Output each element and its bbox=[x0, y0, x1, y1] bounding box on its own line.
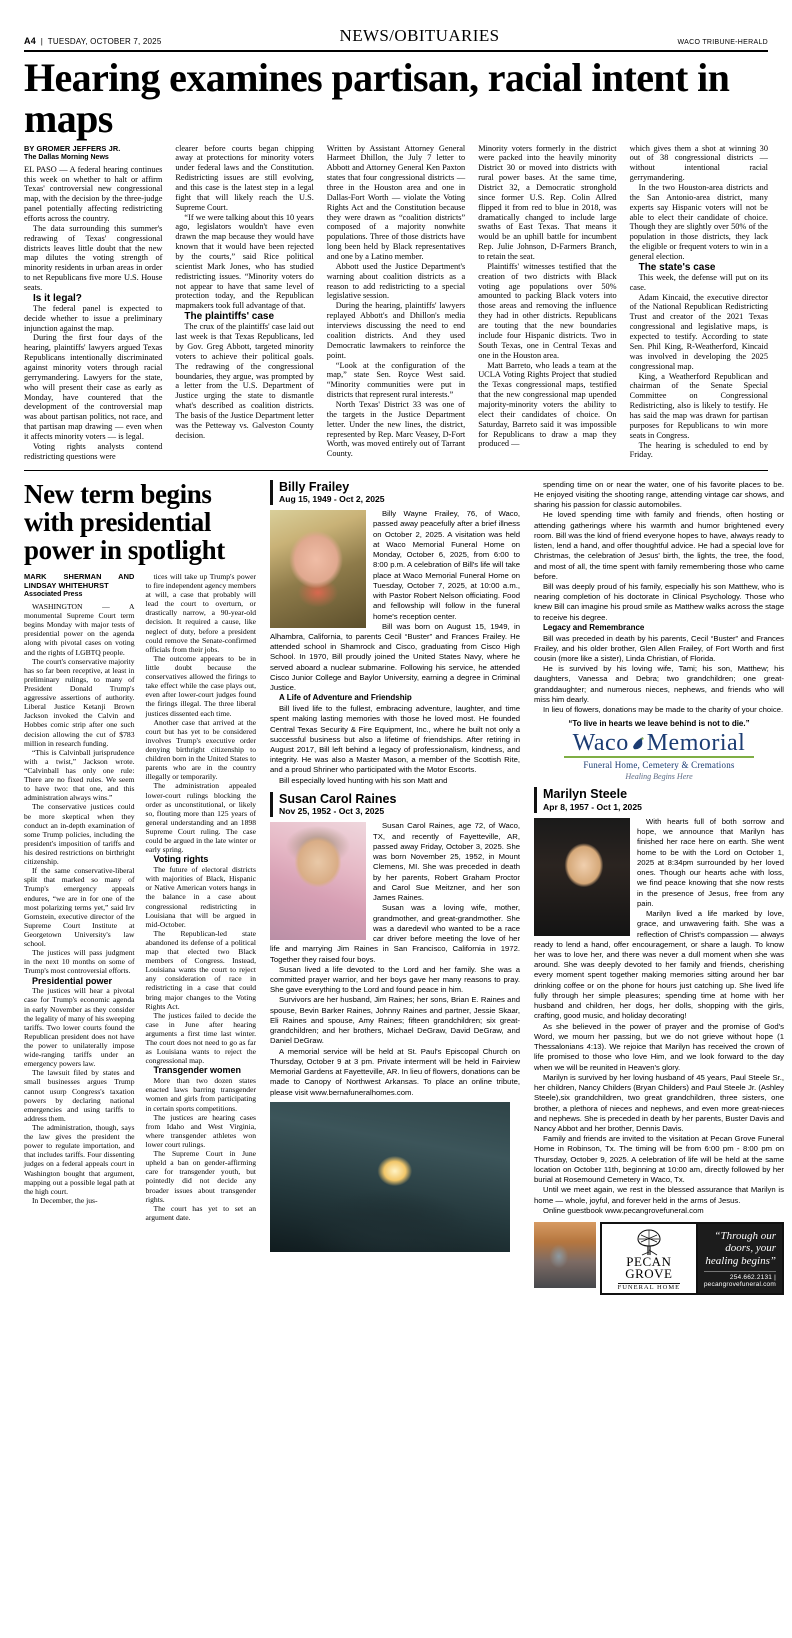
obit-header bbox=[534, 787, 784, 813]
ad-box bbox=[600, 1222, 784, 1295]
story2-headline: New term begins with presidential power in spotlight bbox=[24, 478, 225, 565]
story2-byline-name: MARK SHERMAN AND LINDSAY WHITEHURST bbox=[24, 571, 135, 590]
paragraph: In lieu of flowers, donations may be made to the charity of your choice. bbox=[543, 705, 784, 715]
paragraph: Bill especially loved hunting with his son Matt and bbox=[279, 775, 448, 785]
obituary-marilyn-steele[interactable] bbox=[534, 787, 784, 1216]
masthead-rule bbox=[24, 50, 768, 52]
paragraph: The justices are hearing cases from Idaho and West Virginia, where transgender athletes won lower court rulings. bbox=[145, 1112, 256, 1150]
obit-subhead-legacy: Legacy and Remembrance bbox=[543, 622, 645, 632]
paragraph: King, a Weatherford Republican and chairman of the Senate Special Committee on Congressional Redistricting, also is likely to testify. He has said the map was drawn for partisan purposes for Republicans to win more seats in Congress. bbox=[629, 371, 768, 440]
paragraph: spending time on or near the water, one of his favorite places to be. He enjoyed visiting the shooting range, attending vintage car shows, and sharing his passion for classic automobiles. bbox=[534, 479, 784, 510]
paragraph: This week, the defense will put on its case. bbox=[629, 272, 768, 292]
paragraph: If the same conservative-liberal split that marked so many of Trump's emergency appeals endures, “we are in for one of the most polarizing terms yet,” said Irv Gornstein, executive director of the Supreme Court Institute at Georgetown University's law school. bbox=[24, 866, 135, 949]
paragraph: Adam Kincaid, the executive director of the National Republican Redistricting Trust and creator of the 2021 Texas congressional and legislative maps, is expected to testify. According to state Sen. Phil King, R-Weatherford, Kincaid was involved in developing the 2025 congressional map. bbox=[629, 292, 768, 371]
paragraph: Billy Wayne Frailey, 76, of Waco, passed away peacefully after a brief illness on October 2, 2025. A visitation was held at Waco Memorial Funeral Home on Monday, October 6, 2025, from 6:00 to 8:00 p.m. A celebration of Bill's life will take place at Waco Memorial Funeral Home on Tuesday, October 7, 2025, at 10:00 a.m., with Pastor Robert Nelson officiating. Food and fellowship will follow in the funeral home's reception center. bbox=[373, 509, 520, 621]
obit-body bbox=[270, 821, 520, 1097]
story1-column-4 bbox=[478, 144, 616, 462]
obituary-column-left bbox=[270, 480, 520, 1295]
paragraph: clearer before courts began chipping away at protections for minority voters under federal laws and the Constitution. Redistricting issues are still evolving, and this case is the latest step in a legal fight that will likely reach the U.S. Supreme Court. bbox=[175, 143, 314, 212]
paragraph: Bill was preceded in death by his parents, Cecil “Buster” and Frances Frailey, and his older brother, Glen Allen Frailey, of Fort Worth and first cousin (more like a sister), Linda Christian, of Florida. bbox=[534, 633, 784, 664]
paragraph: Until we meet again, we rest in the blessed assurance that Marilyn is home — whole, joyful, and forever held in the arms of Jesus. bbox=[534, 1185, 784, 1205]
ad-contact[interactable] bbox=[704, 1271, 776, 1288]
story1-columns bbox=[24, 144, 768, 462]
ad-brand-sub: FUNERAL HOME bbox=[617, 1283, 681, 1291]
ad-quote: “Through our doors, your healing begins” bbox=[705, 1229, 776, 1267]
ad-brand-name bbox=[618, 1256, 681, 1291]
obit-subhead-adventure: A Life of Adventure and Friendship bbox=[279, 693, 412, 703]
story1-byline-org: The Dallas Morning News bbox=[24, 153, 109, 161]
story2-column-2 bbox=[146, 572, 257, 1222]
paragraph: Matt Barreto, who leads a team at the UCLA Voting Rights Project that studied the Texas congressional maps, testified that the new congressional map upended majority-minority voters the ability to elect their candidates of choice. On Saturday, Barreto said it was impossible for Republicans to draw a map they produced — bbox=[478, 360, 617, 449]
story1-column-1 bbox=[24, 144, 162, 462]
obit-name: Susan Carol Raines bbox=[279, 791, 397, 806]
paragraph: The data surrounding this summer's redrawing of Texas' congressional districts leaves little doubt that the new map dilutes the voting strength of minority residents in urban areas in order to net Republicans five more U.S. House seats. bbox=[24, 223, 163, 293]
paragraph: Bill was born on August 15, 1949, in Alhambra, California, to parents Cecil “Buster” and Frances Frailey. He attended school in Shamrock and Cisco, graduating from Cisco High School. In 1970, Bill proudly joined the United States Navy, where he served aboard a nuclear submarine. Following his service, he attended Cisco Junior College and Baylor University, earning a degree in Criminal Justice. bbox=[270, 621, 520, 693]
obit-dates: Aug 15, 1949 - Oct 2, 2025 bbox=[279, 494, 385, 505]
waco-memorial-underline bbox=[564, 756, 754, 758]
paragraph: Marilyn is survived by her loving husband of 45 years, Paul Steele Sr., her children, Nancy Childers (Bryan Childers) and Paul Steele Jr. (Ashley Steele),six grandchildren, two great grandchildren, three sisters, one brother, a plethora of nieces and nephews, and even more great-nieces and nephews. She is preceded in death by her parents, Buster Davis and Nancy Abbot and her brother, Dennis Davis. bbox=[534, 1072, 784, 1133]
obit-quote: “To live in hearts we leave behind is not to die.” bbox=[568, 719, 750, 729]
ad-website[interactable]: pecangrovefuneral.com bbox=[703, 1280, 776, 1288]
masthead bbox=[24, 28, 768, 46]
paragraph: Susan lived a life devoted to the Lord and her family. She was a committed prayer warrior, and her boys gave her many reasons to pray. She gave everything to the Lord and found peace in him. bbox=[270, 964, 520, 995]
story2-subhead-presidential-power: Presidential power bbox=[32, 975, 113, 986]
paragraph: The court's conservative majority has so far been receptive, at least in preliminary rulings, to many of President Donald Trump's aggressive assertions of authority. Liberal Justice Ketanji Brown Jackson invoked the Calvin and Hobbes comic strip after one such decision allowing the cut of $783 million in research funding. bbox=[24, 656, 135, 748]
paragraph: A memorial service will be held at St. Paul's Episcopal Church on Thursday, October 9 at 3 pm. Private interment will be held in Fairview Memorial Gardens at Fayetteville, AR. In lieu of flowers, donations can be made to Canopy of Northwest Arkansas. To place an online tribute, please visit www.bernafuneralhomes.com. bbox=[270, 1046, 520, 1097]
obituary-column-right bbox=[534, 480, 784, 1295]
story1-headline: Hearing examines partisan, racial intent in maps bbox=[24, 55, 730, 141]
paragraph: tices will take up Trump's power to fire independent agency members at will, a case that probably will lead the court to overturn, or drastically narrow, a 90-year-old decision. It required a cause, like neglect of duty, before a president could remove the Senate-confirmed officials from their jobs. bbox=[145, 571, 256, 654]
paper-name: WACO TRIBUNE-HERALD bbox=[677, 39, 768, 46]
paragraph: In December, the jus- bbox=[32, 1195, 98, 1205]
paragraph: “Look at the configuration of the map,” state Sen. Royce West said. “Minority communities were put in districts that represent rural interests.” bbox=[326, 360, 466, 400]
paragraph: The Republican-led state abandoned its defense of a political map that elected two Black members of Congress. Instead, Louisiana wants the court to reject any consideration of race in redistricting in a case that could bring major changes to the Voting Rights Act. bbox=[145, 928, 256, 1011]
obit-photo-billy-frailey bbox=[270, 510, 366, 628]
paragraph: The outcome appears to be in little doubt because the conservatives allowed the firings to take effect while the case plays out, even after lower-court judges found the firings illegal. The three liberal justices dissented each time. bbox=[145, 653, 256, 718]
story2-subhead-voting-rights: Voting rights bbox=[153, 854, 209, 865]
paragraph: Another case that arrived at the court but has yet to be considered involves Trump's executive order denying birthright citizenship to children born in the United States to parents who are in the country illegally or temporarily. bbox=[145, 717, 256, 782]
waco-memorial-word2: Memorial bbox=[646, 730, 746, 757]
paragraph: North Texas' District 33 was one of the targets in the Justice Department letter. Under the new lines, the district, represented by Rep. Marc Veasey, D-Fort Worth, was moved entirely out of Tarrant County. bbox=[326, 399, 466, 459]
paragraph: The administration, though, says the law gives the president the power to regulate importation, and that includes tariffs. Four dissenting judges on a federal appeals court in Washington bought that argument, mapping out a possible legal path at the high court. bbox=[24, 1122, 135, 1196]
paragraph: The justices will hear a pivotal case for Trump's economic agenda in early November as they consider the legality of many of his sweeping tariffs. Two lower courts found the Republican president does not have the power to unilaterally impose wide-ranging tariffs under an emergency powers law. bbox=[24, 986, 135, 1069]
paragraph: Family and friends are invited to the visitation at Pecan Grove Funeral Home in Robinson, Tx. The timing will be from 6:00 pm - 8:00 pm on Thursday, October 9, 2025. A celebration of life will be held at the same location on October 11th, beginning at 10:00 am, directly followed by her burial at Rosemound Cemetery in Waco, Tx. bbox=[534, 1134, 784, 1185]
paragraph: The federal panel is expected to decide whether to issue a preliminary injunction against the map. bbox=[24, 303, 163, 333]
story1-column-2 bbox=[175, 144, 313, 462]
paragraph: Susan Carol Raines, age 72, of Waco, TX, and recently of Fayetteville, AR, passed away Friday, October 3, 2025. She was born November 25, 1952, in Mount Clemens, MI. She was preceded in death by her parents, Robert Graham Proctor and Carol Sue Meitzner, and her son James Raines. bbox=[373, 821, 520, 903]
story2-byline-org: Associated Press bbox=[24, 590, 83, 598]
paragraph: He loved spending time with family and friends, often hosting or attending gatherings where his warmth and humor brightened every room. Bill was the kind of friend everyone hopes to have, always ready to listen, lend a hand, and offer thoughtful advice. He had a special love for Christmas, the celebration of Jesus' birth, the lights, the tree, the food, and most of all, the time spent with family remembering those who came before. bbox=[534, 510, 784, 581]
obit-header bbox=[270, 792, 520, 818]
ad-phone[interactable]: 254.662.2131 bbox=[729, 1273, 773, 1281]
waco-memorial-word1: Waco bbox=[572, 730, 629, 757]
waco-memorial-tagline: Healing Begins Here bbox=[625, 772, 693, 782]
page-number: A4 bbox=[24, 36, 36, 46]
paragraph: The Supreme Court in June upheld a ban on gender-affirming care for transgender youth, but pointedly did not decide any broader issues about transgender rights. bbox=[145, 1149, 256, 1204]
obit-body bbox=[534, 817, 784, 1216]
pecan-grove-advertisement[interactable] bbox=[534, 1222, 784, 1295]
paragraph: He is survived by his loving wife, Tami; his son, Matthew; his daughters, Vanessa and Debra; two grandchildren; one great-granddaughter; and numerous nieces, nephews, and friends who will miss him dearly. bbox=[534, 664, 784, 704]
ad-separator: | bbox=[774, 1273, 776, 1281]
ad-brand-line1: PECAN bbox=[626, 1254, 672, 1270]
story1-column-5 bbox=[630, 144, 768, 462]
paragraph: Plaintiffs' witnesses testified that the creation of two districts with Black voting age populations over 50% amounted to packing Black voters into those areas and removing the influence they had in other districts. Republicans are touting that the new boundaries include four Hispanic districts. Two in South Texas, one in Central Texas and one in the Houston area. bbox=[478, 261, 617, 360]
paragraph: The justices will pass judgment in the next 10 months on some of Trump's most controversial efforts. bbox=[24, 948, 135, 976]
ad-nature-photo bbox=[534, 1222, 596, 1288]
obit-name: Marilyn Steele bbox=[543, 787, 628, 802]
paragraph: The hearing is scheduled to end by Friday. bbox=[629, 440, 768, 460]
paragraph: During the hearing, plaintiffs' lawyers replayed Abbott's and Dhillon's media interviews discussing the need to end coalition districts. And they used Democratic lawmakers to reinforce the point. bbox=[326, 301, 466, 360]
waco-memorial-wordmark bbox=[534, 731, 784, 755]
paragraph: Bill lived life to the fullest, embracing adventure, laughter, and time spent making lasting memories with those he loved most. He founded Central Texas Security & Fire Equipment, Inc., where he built not only a successful business but also a lifetime of friendships. After retiring in August 2017, Bill left behind a legacy of professionalism, kindness, and integrity. He was also a Master Mason, a member of the Scottish Rite, and a proud Shriner who participated with the Motor Escorts. bbox=[270, 704, 520, 775]
paragraph: Voting rights analysts contend redistricting questions were bbox=[24, 441, 163, 461]
paragraph: “This is Calvinball jurisprudence with a twist,” Jackson wrote. “Calvinball has only one rule: There are no fixed rules. We seem to have two: that one, and this administration always wins.” bbox=[24, 747, 135, 803]
paragraph: “If we were talking about this 10 years ago, legislators wouldn't have even drawn the map because they would have known that it would have been rejected by the courts,” said Rice political scientist Mark Jones, who has studied redistricting issues. “Minority voters do not appear to have that same level of protection today, and the Republican mapmakers took full advantage of that. bbox=[175, 212, 314, 311]
paragraph: In the two Houston-area districts and the San Antonio-area district, many experts say Hispanic voters will not be able to elect their candidate of choice. Though they are slightly over 50% of the population in those districts, they lack the eligible or frequent voters to win in a general election. bbox=[629, 183, 768, 262]
dove-icon bbox=[630, 734, 646, 752]
story2-column-1 bbox=[24, 572, 135, 1222]
waco-memorial-logo[interactable] bbox=[534, 731, 784, 781]
paragraph: More than two dozen states enacted laws barring transgender women and girls from participating in certain sports competitions. bbox=[145, 1076, 256, 1113]
paragraph: As she believed in the power of prayer and the promise of God's Word, we mourn her passing, but we do not grieve without hope (1 Thessalonians 4:13). We rejoice that Marilyn has received the crown of life promised to those who love Him, and we look forward to the day when we will be reunited in Heaven's glory. bbox=[534, 1021, 784, 1072]
story2 bbox=[24, 480, 256, 1295]
paragraph: The future of electoral districts with majorities of Black, Hispanic or Native American voters hangs in the balance in a case about congressional redistricting in Louisiana that will be argued in mid-October. bbox=[145, 865, 256, 929]
lower-band bbox=[24, 478, 784, 1295]
paragraph: The court has yet to set an argument date. bbox=[145, 1203, 256, 1222]
paragraph: The crux of the plaintiffs' case laid out last week is that Texas Republicans, led by Gov. Greg Abbott, targeted minority voters to achieve their political goals. The redrawing of the congressional boundaries, they argue, was prompted by a letter from the U.S. Department of Justice urging the state to dismantle what's described as coalition districts. The basis of the Justice Department letter was the Petteway vs. Galveston County decision. bbox=[175, 322, 314, 440]
story1-subhead-states-case: The state's case bbox=[638, 261, 716, 273]
obit-billy-frailey-continued bbox=[534, 480, 784, 716]
masthead-date: TUESDAY, OCTOBER 7, 2025 bbox=[47, 37, 162, 46]
paragraph: which gives them a shot at winning 30 out of 38 congressional districts — without intentional racial gerrymandering. bbox=[629, 143, 768, 183]
paragraph: The justices failed to decide the case in June after hearing arguments a first time last winter. The court does not need to go as far as Louisiana wants to reject the congressional map. bbox=[145, 1010, 256, 1066]
paragraph: Survivors are her husband, Jim Raines; her sons, Brian E. Raines and spouse, Bevin Barker Raines, Johnny Raines and partner, Jessie Skaar, Eli Raines and spouse, Amy Raines; fifteen grandchildren; six great-grandchildren; and her brothers, Michael DeGraw, David DeGraw, and Daniel DeGraw. bbox=[270, 995, 520, 1046]
masthead-left bbox=[24, 36, 161, 46]
obit-photo-marilyn-steele bbox=[534, 818, 630, 936]
obit-header bbox=[270, 480, 520, 506]
paragraph: Abbott used the Justice Department's warning about coalition districts as a reason to add redistricting to a special legislative session. bbox=[326, 261, 466, 301]
obit-name: Billy Frailey bbox=[279, 479, 350, 494]
obit-body bbox=[270, 509, 520, 786]
obit-photo-susan-carol-raines bbox=[270, 822, 366, 940]
paragraph: The lawsuit filed by states and small businesses argues Trump cannot usurp Congress's taxation powers by declaring national emergencies and using tariffs to address them. bbox=[24, 1068, 135, 1123]
obit-dates: Apr 8, 1957 - Oct 1, 2025 bbox=[543, 801, 642, 812]
story1-subhead-plaintiffs-case: The plaintiffs' case bbox=[184, 311, 275, 323]
paragraph: During the first four days of the hearing, plaintiffs' lawyers argued Texas Republicans intentionally discriminated against minority voters through racial gerrymandering. Lawyers for the state, who will present their case as early as Monday, have countered that the development of the controversial map was about partisan politics, not race, and that partisan map drawing — even when it affects minority voters — is legal. bbox=[24, 333, 163, 442]
paragraph: The conservative justices could be more skeptical when they conduct an in-depth examination of some Trump policies, including the president's imposition of tariffs and his desired restrictions on birthright citizenship. bbox=[24, 802, 135, 867]
story1-byline-name: BY GROMER JEFFERS JR. bbox=[24, 143, 121, 153]
obituary-billy-frailey[interactable] bbox=[270, 480, 520, 786]
paragraph: Bill was deeply proud of his family, especially his son Matthew, who is nearing completion of his doctorate in Clinical Psychology. Those who knew Bill can imagine his proud smile as Matthew walks across the stage to receive his degree. bbox=[534, 581, 784, 622]
paragraph: Minority voters formerly in the district were packed into the heavily minority District 30 or moved into districts with rural power bases. At the same time, District 32, a Democratic stronghold since former U.S. Rep. Colin Allred flipped it from red to blue in 2018, was dramatically changed to include large swaths of East Texas. That means it would be an uphill battle for incumbent Rep. Julie Johnson, D-Farmers Branch, to retain the seat. bbox=[478, 143, 617, 262]
paragraph: EL PASO — A federal hearing continues this week on whether to halt or affirm Texas' controversial new congressional map, with the decision by the three-judge panel potentially affecting redistricting efforts across the country. bbox=[24, 164, 163, 224]
pecan-tree-icon bbox=[632, 1226, 666, 1256]
story2-columns bbox=[24, 572, 256, 1222]
paragraph[interactable]: Online guestbook www.pecangrovefuneral.com bbox=[543, 1205, 704, 1215]
paragraph: Marilyn lived a life marked by love, grace, and unwavering faith. She was a reflection of Christ's compassion — always ready to lend a hand, offer encouragement, or share a laugh. To know her was to love her, and there was never a dull moment when she was around. She was deeply devoted to her family and friends, cherishing every moment spent together making memories sitting around her bar drinking coffee or on the phone for hours just catching up. She lived life fully through her simple pleasures; spending time at home with her husband and children, her dogs, her dolls, shopping with the girls, crafting, good music, and holiday decorating! bbox=[534, 909, 784, 1021]
ad-message-panel bbox=[698, 1224, 782, 1293]
paragraph: Susan was a loving wife, mother, grandmother, and great-grandmother. She was a daredevil who wanted to be a race car driver before meeting the love of her life and marrying Jim Raines in San Francisco, California in 1972. Together they raised four boys. bbox=[270, 903, 520, 964]
story-divider-rule bbox=[24, 470, 768, 471]
story1-subhead-is-it-legal: Is it legal? bbox=[33, 292, 82, 304]
ad-brand-line2: GROVE bbox=[625, 1266, 673, 1282]
section-title: NEWS/OBITUARIES bbox=[339, 26, 500, 45]
obit-dates: Nov 25, 1952 - Oct 3, 2025 bbox=[279, 806, 385, 817]
waco-memorial-subtitle: Funeral Home, Cemetery & Cremations bbox=[583, 760, 735, 771]
paragraph: The administration appealed lower-court rulings blocking the order as unconstitutional, or likely so, flouting more than 125 years of general understanding and an 1898 Supreme Court ruling. The case could be argued in the late winter or early spring. bbox=[145, 781, 256, 855]
paragraph: WASHINGTON — A monumental Supreme Court term begins Monday with major tests of presidential power on the agenda along with pivotal cases on voting and the rights of LGBTQ people. bbox=[24, 602, 135, 657]
story1-column-3 bbox=[327, 144, 465, 462]
masthead-separator: | bbox=[38, 37, 46, 46]
obituary-susan-carol-raines[interactable] bbox=[270, 792, 520, 1252]
ad-logo-panel bbox=[602, 1224, 698, 1293]
paragraph: Written by Assistant Attorney General Harmeet Dhillon, the July 7 letter to Abbott and Attorney General Ken Paxton states that four congressional districts — three in the Houston area and one in Dallas-Fort Worth — violate the Voting Rights Act and the Constitution because they were drawn as “coalition districts” composed of a majority nonwhite populations. Three of those districts have long been held by Black representatives and one by a Latino member. bbox=[326, 143, 466, 262]
paragraph: With hearts full of both sorrow and hope, we announce that Marilyn has finished her race here on earth. She went home to be with the Lord on October 1, 2025 at 8:34pm surrounded by her loved ones. Though our hearts ache with loss, we find peace knowing that she now rests in the presence of Jesus, free from any pain. bbox=[637, 816, 784, 908]
story2-subhead-transgender-women: Transgender women bbox=[153, 1065, 242, 1076]
obit-photo-candle-memorial bbox=[270, 1102, 510, 1252]
